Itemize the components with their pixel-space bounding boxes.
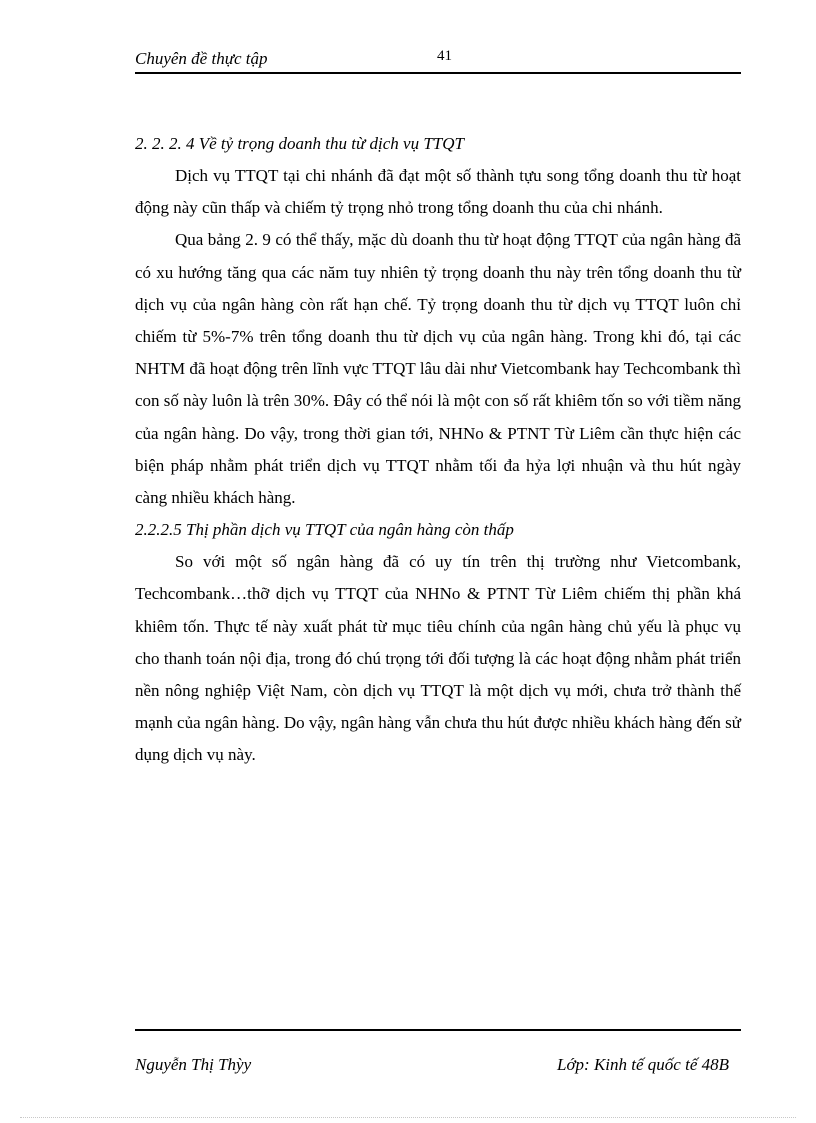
page-footer — [135, 1029, 741, 1081]
paragraph-2: Qua bảng 2. 9 có thể thấy, mặc dù doanh thu từ hoạt động TTQT của ngân hàng đã có xu hướng tăng qua các năm tuy nhiên tỷ trọng doanh thu này trên tổng doanh thu từ dịch vụ của ngân hàng còn rất hạn chế. Tỷ trọng doanh thu từ dịch vụ TTQT luôn chỉ chiếm từ 5%-7% trên tổng doanh thu từ dịch vụ của ngân hàng. Trong khi đó, tại các NHTM đã hoạt động trên lĩnh vực TTQT lâu dài như Vietcombank hay Techcombank thì con số này luôn là trên 30%. Đây có thể nói là một con số rất khiêm tốn so với tiềm năng của ngân hàng. Do vậy, trong thời gian tới, NHNo & PTNT Từ Liêm cần thực hiện các biện pháp nhằm phát triển dịch vụ TTQT nhằm tối đa hỷa lợi nhuận và thu hút ngày càng nhiều khách hàng. — [135, 230, 741, 508]
page-body — [135, 128, 741, 772]
section-heading-2-2-2-4: 2. 2. 2. 4 Về tỷ trọng doanh thu từ dịch vụ TTQT — [135, 134, 464, 153]
footer-class: Lớp: Kinh tế quốc tế 48B — [557, 1055, 729, 1074]
paragraph-1: Dịch vụ TTQT tại chi nhánh đã đạt một số thành tựu song tổng doanh thu từ hoạt động này cũn thấp và chiếm tỷ trọng nhỏ trong tổng doanh thu của chi nhánh. — [135, 166, 741, 218]
page-edge-divider — [20, 1117, 796, 1118]
footer-author: Nguyễn Thị Thỳy — [135, 1055, 252, 1074]
section-heading-2-2-2-5: 2.2.2.5 Thị phần dịch vụ TTQT của ngân hàng còn thấp — [135, 520, 514, 540]
header-title: Chuyên đề thực tập — [135, 49, 268, 68]
page-number: 41 — [437, 48, 452, 64]
page-header — [135, 46, 741, 74]
paragraph-3: So với một số ngân hàng đã có uy tín trên thị trường như Vietcombank, Techcombank…thỡ dịch vụ TTQT của NHNo & PTNT Từ Liêm chiếm thị phần khá khiêm tốn. Thực tế này xuất phát từ mục tiêu chính của ngân hàng chủ yếu là phục vụ cho thanh toán nội địa, trong đó chú trọng tới đối tượng là các hoạt động nhằm phát triển nền nông nghiệp Việt Nam, còn dịch vụ TTQT là một dịch vụ mới, chưa trở thành thế mạnh của ngân hàng. Do vậy, ngân hàng vẫn chưa thu hút được nhiều khách hàng đến sử dụng dịch vụ này. — [135, 552, 741, 765]
